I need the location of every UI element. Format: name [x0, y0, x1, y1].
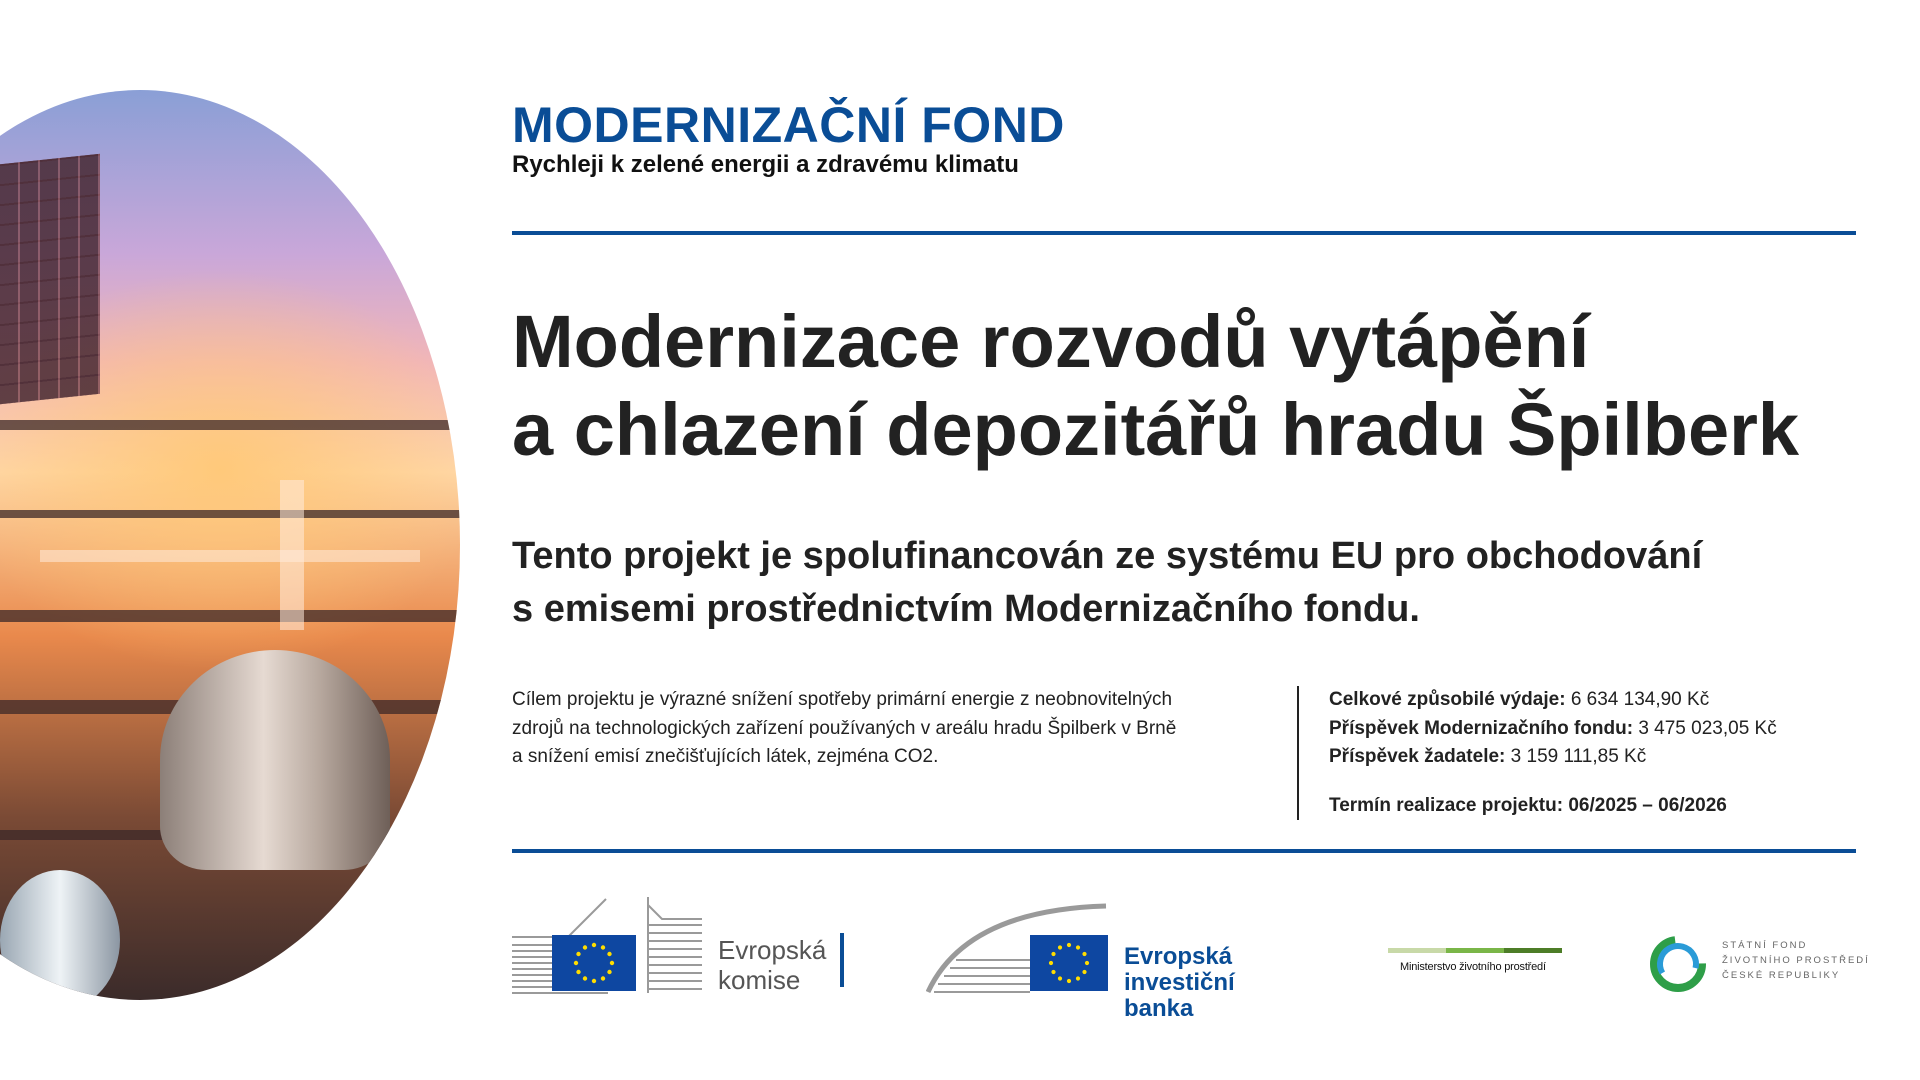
solar-panel-structure — [0, 154, 100, 407]
fact-total-costs — [1329, 686, 1869, 715]
sfzp-logo-line: ŽIVOTNÍHO PROSTŘEDÍ — [1722, 955, 1870, 966]
fact-fund-contribution — [1329, 715, 1869, 744]
description-line: Cílem projektu je výrazné snížení spotřeby primární energie z neobnovitelných — [512, 689, 1173, 710]
ec-logo-line: Evropská — [718, 935, 827, 965]
sfzp-logo-line: ČESKÉ REPUBLIKY — [1722, 970, 1841, 981]
fact-label: Celkové způsobilé výdaje: — [1329, 689, 1566, 710]
eib-logo-line: investiční banka — [1124, 969, 1235, 1022]
european-commission-logo — [512, 895, 848, 995]
steel-beam — [0, 420, 460, 430]
eu-flag-icon — [552, 935, 636, 991]
eib-logo — [926, 900, 1306, 1022]
sfzp-logo-text — [1722, 938, 1870, 983]
steel-beam — [0, 510, 460, 518]
funding-statement-line: s emisemi prostřednictvím Modernizačního fondu. — [512, 588, 1420, 630]
project-title-line: Modernizace rozvodů vytápění — [512, 300, 1590, 383]
ec-logo-bar — [840, 933, 844, 987]
project-term: Termín realizace projektu: 06/2025 – 06/2026 — [1329, 794, 1727, 816]
project-facts — [1329, 686, 1869, 820]
bottom-divider — [512, 849, 1856, 853]
ministry-environment-logo — [1388, 948, 1564, 978]
steel-beam — [0, 610, 460, 622]
ec-logo-line: komise — [718, 965, 801, 995]
mzp-stripe — [1446, 948, 1504, 953]
large-pipe — [0, 870, 120, 1000]
ec-logo-text — [718, 935, 826, 995]
fact-applicant-contribution — [1329, 743, 1869, 772]
fact-value: 3 159 111,85 Kč — [1510, 746, 1647, 767]
fund-logo-tagline: Rychleji k zelené energii a zdravému klimatu — [512, 151, 1019, 178]
funding-statement-line: Tento projekt je spolufinancován ze systému EU pro obchodování — [512, 535, 1703, 577]
industrial-plant-photo — [0, 90, 460, 1000]
project-description — [512, 686, 1242, 772]
funding-statement — [512, 530, 1872, 636]
pipe-highlight — [40, 550, 420, 562]
eib-logo-text — [1124, 944, 1306, 1022]
sfzp-logo-line: STÁTNÍ FOND — [1722, 940, 1808, 951]
storage-tank — [160, 650, 390, 870]
top-divider — [512, 231, 1856, 235]
project-title — [512, 298, 1892, 474]
state-environmental-fund-logo — [1648, 930, 1868, 1000]
project-title-line: a chlazení depozitářů hradu Špilberk — [512, 388, 1800, 471]
eib-logo-line: Evropská — [1124, 943, 1233, 970]
sfzp-ring-icon — [1648, 934, 1708, 994]
fact-label: Příspěvek žadatele: — [1329, 746, 1506, 767]
fact-value: 6 634 134,90 Kč — [1570, 689, 1710, 710]
fact-label: Příspěvek Modernizačního fondu: — [1329, 717, 1634, 739]
mzp-logo-text: Ministerstvo životního prostředí — [1400, 961, 1546, 973]
mzp-stripe — [1388, 948, 1446, 953]
column-separator — [1297, 686, 1299, 820]
fact-value: 3 475 023,05 Kč — [1638, 717, 1777, 739]
mzp-stripe — [1504, 948, 1562, 953]
chimney-pipe — [280, 480, 304, 630]
eu-flag-icon — [1030, 935, 1108, 991]
fund-logo-title: MODERNIZAČNÍ FOND — [512, 97, 1065, 153]
description-line: zdrojů na technologických zařízení používaných v areálu hradu Špilberk v Brně — [512, 717, 1177, 739]
description-line: a snížení emisí znečišťujících látek, zejména CO2. — [512, 746, 939, 767]
